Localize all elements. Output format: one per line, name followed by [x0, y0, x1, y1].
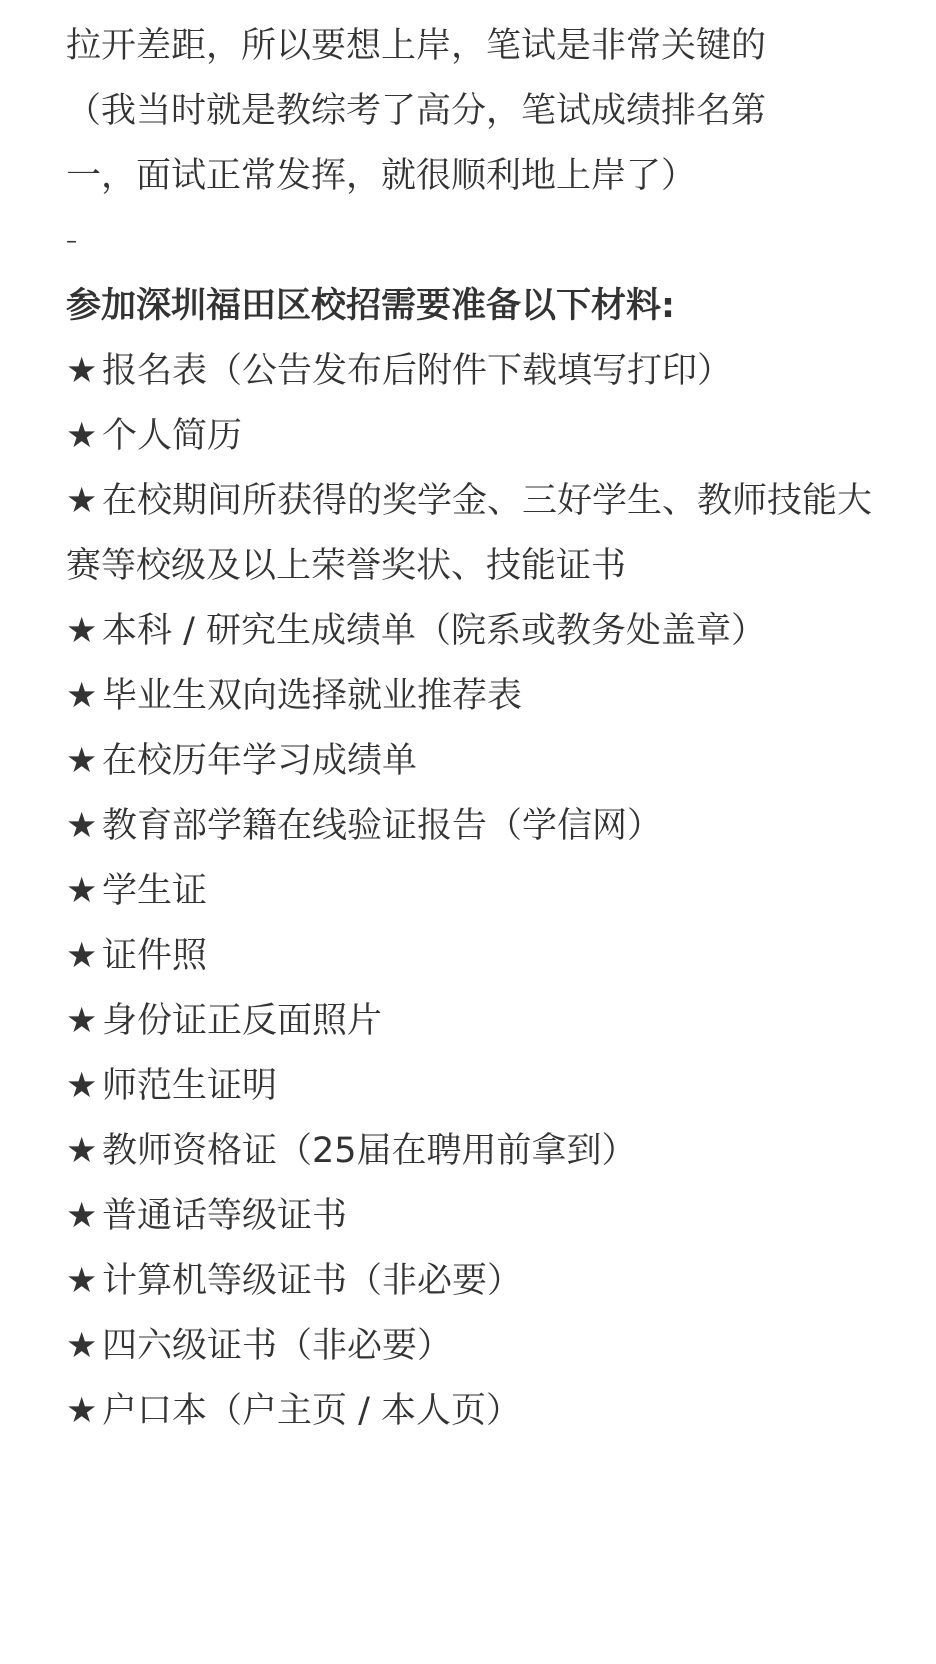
star-icon: ★	[66, 1261, 98, 1301]
list-item	[66, 1054, 886, 1119]
list-item-text: 在校历年学习成绩单	[102, 741, 418, 781]
list-item-text: 证件照	[102, 936, 208, 976]
list-item-text: 户口本（户主页 / 本人页）	[102, 1391, 522, 1431]
list-item	[66, 599, 886, 664]
list-item	[66, 859, 886, 924]
list-item-text: 普通话等级证书	[102, 1196, 348, 1236]
star-icon: ★	[66, 351, 98, 391]
star-icon: ★	[66, 1131, 98, 1171]
list-item-text: 师范生证明	[102, 1066, 278, 1106]
list-item	[66, 1184, 886, 1249]
list-item-text: 教师资格证（25届在聘用前拿到）	[102, 1131, 637, 1171]
intro-line-1: 拉开差距，所以要想上岸，笔试是非常关键的	[66, 26, 767, 66]
list-item	[66, 469, 886, 599]
star-icon: ★	[66, 1001, 98, 1041]
list-item-text: 毕业生双向选择就业推荐表	[102, 676, 523, 716]
list-item	[66, 404, 886, 469]
list-item-text: 本科 / 研究生成绩单（院系或教务处盖章）	[102, 611, 767, 651]
list-item	[66, 729, 886, 794]
star-icon: ★	[66, 1196, 98, 1236]
list-item	[66, 1249, 886, 1314]
star-icon: ★	[66, 871, 98, 911]
materials-heading: 参加深圳福田区校招需要准备以下材料:	[66, 286, 675, 326]
list-item	[66, 924, 886, 989]
materials-list	[66, 339, 886, 1444]
star-icon: ★	[66, 1326, 98, 1366]
list-item-text: 学生证	[102, 871, 208, 911]
list-item	[66, 989, 886, 1054]
separator: –	[66, 229, 77, 254]
star-icon: ★	[66, 416, 98, 456]
star-icon: ★	[66, 1066, 98, 1106]
post-body	[66, 14, 886, 1444]
list-item-text: 四六级证书（非必要）	[102, 1326, 453, 1366]
list-item	[66, 1379, 886, 1444]
list-item-text: 在校期间所获得的奖学金、三好学生、教师技能大赛等校级及以上荣誉奖状、技能证书	[66, 481, 873, 586]
star-icon: ★	[66, 611, 98, 651]
list-item-text: 个人简历	[102, 416, 243, 456]
list-item	[66, 1119, 886, 1184]
intro-line-2: （我当时就是教综考了高分，笔试成绩排名第	[66, 91, 767, 131]
star-icon: ★	[66, 481, 98, 521]
star-icon: ★	[66, 806, 98, 846]
list-item	[66, 794, 886, 859]
list-item-text: 身份证正反面照片	[102, 1001, 383, 1041]
star-icon: ★	[66, 741, 98, 781]
star-icon: ★	[66, 936, 98, 976]
list-item-text: 教育部学籍在线验证报告（学信网）	[102, 806, 663, 846]
list-item	[66, 339, 886, 404]
star-icon: ★	[66, 676, 98, 716]
list-item	[66, 664, 886, 729]
list-item-text: 报名表（公告发布后附件下载填写打印）	[102, 351, 733, 391]
star-icon: ★	[66, 1391, 98, 1431]
list-item	[66, 1314, 886, 1379]
intro-line-3: 一，面试正常发挥，就很顺利地上岸了）	[66, 156, 697, 196]
list-item-text: 计算机等级证书（非必要）	[102, 1261, 523, 1301]
